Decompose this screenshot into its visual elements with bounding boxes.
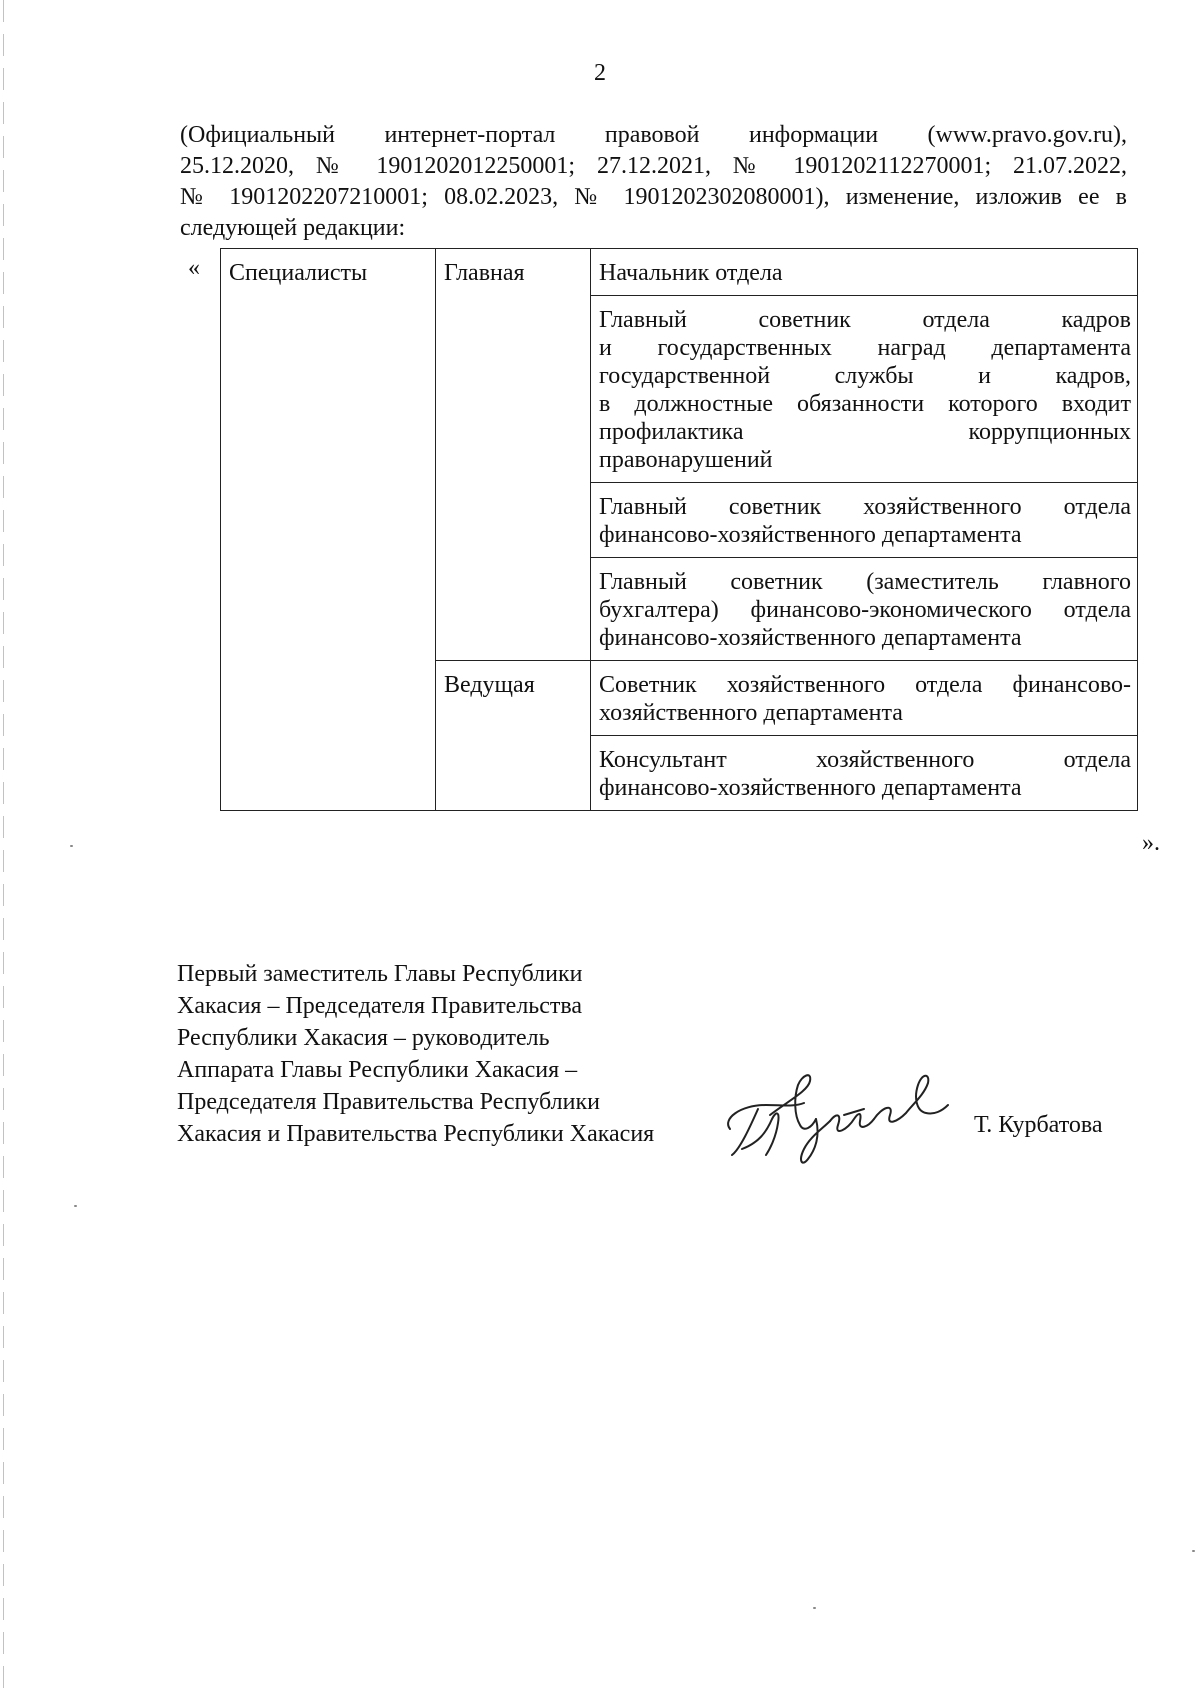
signatory-title-line: Председателя Правительства Республики bbox=[177, 1089, 600, 1115]
page-number: 2 bbox=[594, 60, 606, 86]
position-line: финансово-хозяйственного департамента bbox=[599, 775, 1022, 801]
position-line: в должностные обязанности которого входит bbox=[599, 391, 1131, 417]
scan-edge-shadow bbox=[3, 0, 4, 1698]
intro-line: (Официальный интернет-портал правовой информации (www.pravo.gov.ru), bbox=[180, 122, 1127, 148]
position-line: Начальник отдела bbox=[599, 260, 783, 286]
intro-line: 25.12.2020, № 1901202012250001; 27.12.2021, № 1901202112270001; 21.07.2022, bbox=[180, 153, 1127, 179]
signatory-title-line: Первый заместитель Главы Республики bbox=[177, 961, 583, 987]
position-cell bbox=[591, 558, 1138, 661]
position-cell bbox=[591, 661, 1138, 736]
position-line: Советник хозяйственного отдела финансово- bbox=[599, 672, 1131, 698]
signer-name: Т. Курбатова bbox=[974, 1112, 1103, 1138]
handwritten-signature bbox=[712, 1045, 952, 1175]
position-line: Главный советник хозяйственного отдела bbox=[599, 494, 1131, 520]
position-cell bbox=[591, 736, 1138, 811]
position-line: профилактика коррупционных bbox=[599, 419, 1131, 445]
intro-paragraph bbox=[180, 120, 1127, 244]
signatory-title-line: Хакасия – Председателя Правительства bbox=[177, 993, 583, 1019]
scan-speck bbox=[74, 1205, 77, 1207]
opening-quote: « bbox=[188, 255, 200, 281]
intro-line: следующей редакции: bbox=[180, 215, 406, 241]
signatory-title-line: Хакасия и Правительства Республики Хакасия bbox=[177, 1121, 655, 1147]
position-line: и государственных наград департамента bbox=[599, 335, 1131, 361]
position-line: Главный советник отдела кадров bbox=[599, 307, 1131, 333]
position-line: правонарушений bbox=[599, 447, 773, 473]
intro-line: № 1901202207210001; 08.02.2023, № 1901202302080001), изменение, изложив ее в bbox=[180, 184, 1127, 210]
position-cell bbox=[591, 483, 1138, 558]
signatory-title bbox=[177, 958, 737, 1150]
signatory-title-line: Аппарата Главы Республики Хакасия – bbox=[177, 1057, 578, 1083]
level-cell-leading: Ведущая bbox=[436, 661, 591, 811]
position-line: Главный советник (заместитель главного bbox=[599, 569, 1131, 595]
scan-speck bbox=[813, 1607, 816, 1609]
group-cell: Специалисты bbox=[221, 249, 436, 811]
position-line: бухгалтера) финансово-экономического отдела bbox=[599, 597, 1131, 623]
scan-speck bbox=[70, 845, 73, 847]
position-line: хозяйственного департамента bbox=[599, 700, 903, 726]
level-cell-main: Главная bbox=[436, 249, 591, 661]
position-line: Консультант хозяйственного отдела bbox=[599, 747, 1131, 773]
position-line: финансово-хозяйственного департамента bbox=[599, 522, 1022, 548]
positions-table bbox=[220, 248, 1138, 811]
position-line: государственной службы и кадров, bbox=[599, 363, 1131, 389]
position-cell bbox=[591, 296, 1138, 483]
table-row bbox=[221, 249, 1138, 296]
scan-speck bbox=[1192, 1550, 1195, 1552]
position-cell bbox=[591, 249, 1138, 296]
signatory-title-line: Республики Хакасия – руководитель bbox=[177, 1025, 550, 1051]
position-line: финансово-хозяйственного департамента bbox=[599, 625, 1022, 651]
closing-quote: ». bbox=[1142, 830, 1160, 856]
